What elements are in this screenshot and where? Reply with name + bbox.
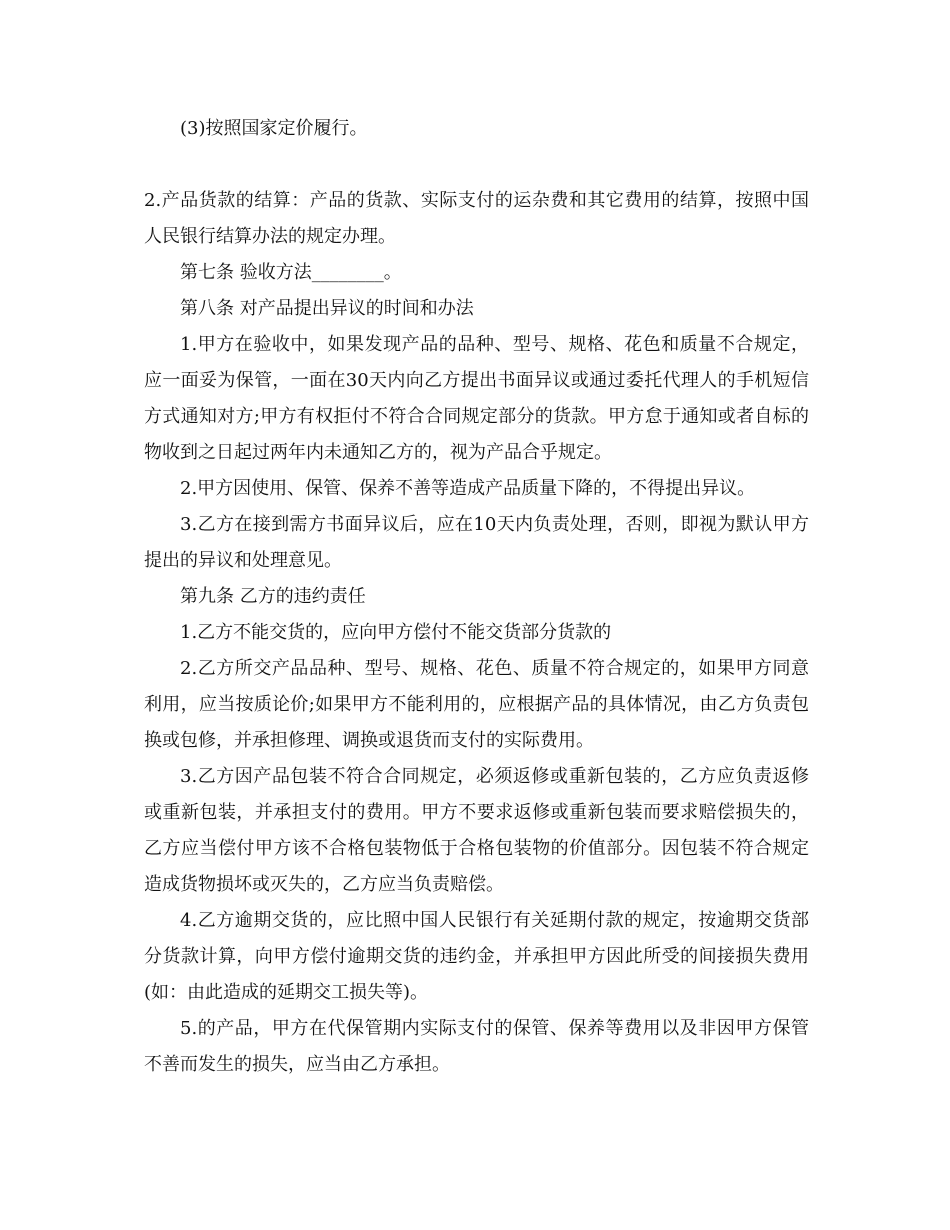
heading-article-7: 第七条 验收方法________。 <box>180 262 402 283</box>
heading-article-8: 第八条 对产品提出异议的时间和办法 <box>180 298 474 319</box>
paragraph-liability-1: 1.乙方不能交货的，应向甲方偿付不能交货部分货款的 <box>180 622 612 643</box>
paragraph-objection-1: 1.甲方在验收中，如果发现产品的品种、型号、规格、花色和质量不合规定，应一面妥为保管，一面在30天内向乙方提出书面异议或通过委托代理人的手机短信方式通知对方;甲方有权拒付不符合合同规定部分的货款。甲方怠于通知或者自标的物收到之日起过两年内未通知乙方的，视为产品合乎规定。 <box>144 334 809 463</box>
paragraph-liability-2: 2.乙方所交产品品种、型号、规格、花色、质量不符合规定的，如果甲方同意利用，应当按质论价;如果甲方不能利用的，应根据产品的具体情况，由乙方负责包换或包修，并承担修理、调换或退货而支付的实际费用。 <box>144 658 809 751</box>
paragraph-price-clause: (3)按照国家定价履行。 <box>180 118 368 139</box>
paragraph-liability-4: 4.乙方逾期交货的，应比照中国人民银行有关延期付款的规定，按逾期交货部分货款计算，向甲方偿付逾期交货的违约金，并承担甲方因此所受的间接损失费用(如：由此造成的延期交工损失等)。 <box>144 910 809 1003</box>
document-body <box>144 111 809 1083</box>
paragraph-liability-3: 3.乙方因产品包装不符合合同规定，必须返修或重新包装的，乙方应负责返修或重新包装，并承担支付的费用。甲方不要求返修或重新包装而要求赔偿损失的，乙方应当偿付甲方该不合格包装物低于合格包装物的价值部分。因包装不符合规定造成货物损坏或灭失的，乙方应当负责赔偿。 <box>144 766 809 895</box>
paragraph-liability-5: 5.的产品，甲方在代保管期内实际支付的保管、保养等费用以及非因甲方保管不善而发生的损失，应当由乙方承担。 <box>144 1018 809 1075</box>
paragraph-objection-3: 3.乙方在接到需方书面异议后，应在10天内负责处理，否则，即视为默认甲方提出的异议和处理意见。 <box>144 514 809 571</box>
paragraph-objection-2: 2.甲方因使用、保管、保养不善等造成产品质量下降的，不得提出异议。 <box>180 478 756 499</box>
paragraph-settlement: 2.产品货款的结算：产品的货款、实际支付的运杂费和其它费用的结算，按照中国人民银行结算办法的规定办理。 <box>144 190 809 247</box>
heading-article-9: 第九条 乙方的违约责任 <box>180 586 366 607</box>
